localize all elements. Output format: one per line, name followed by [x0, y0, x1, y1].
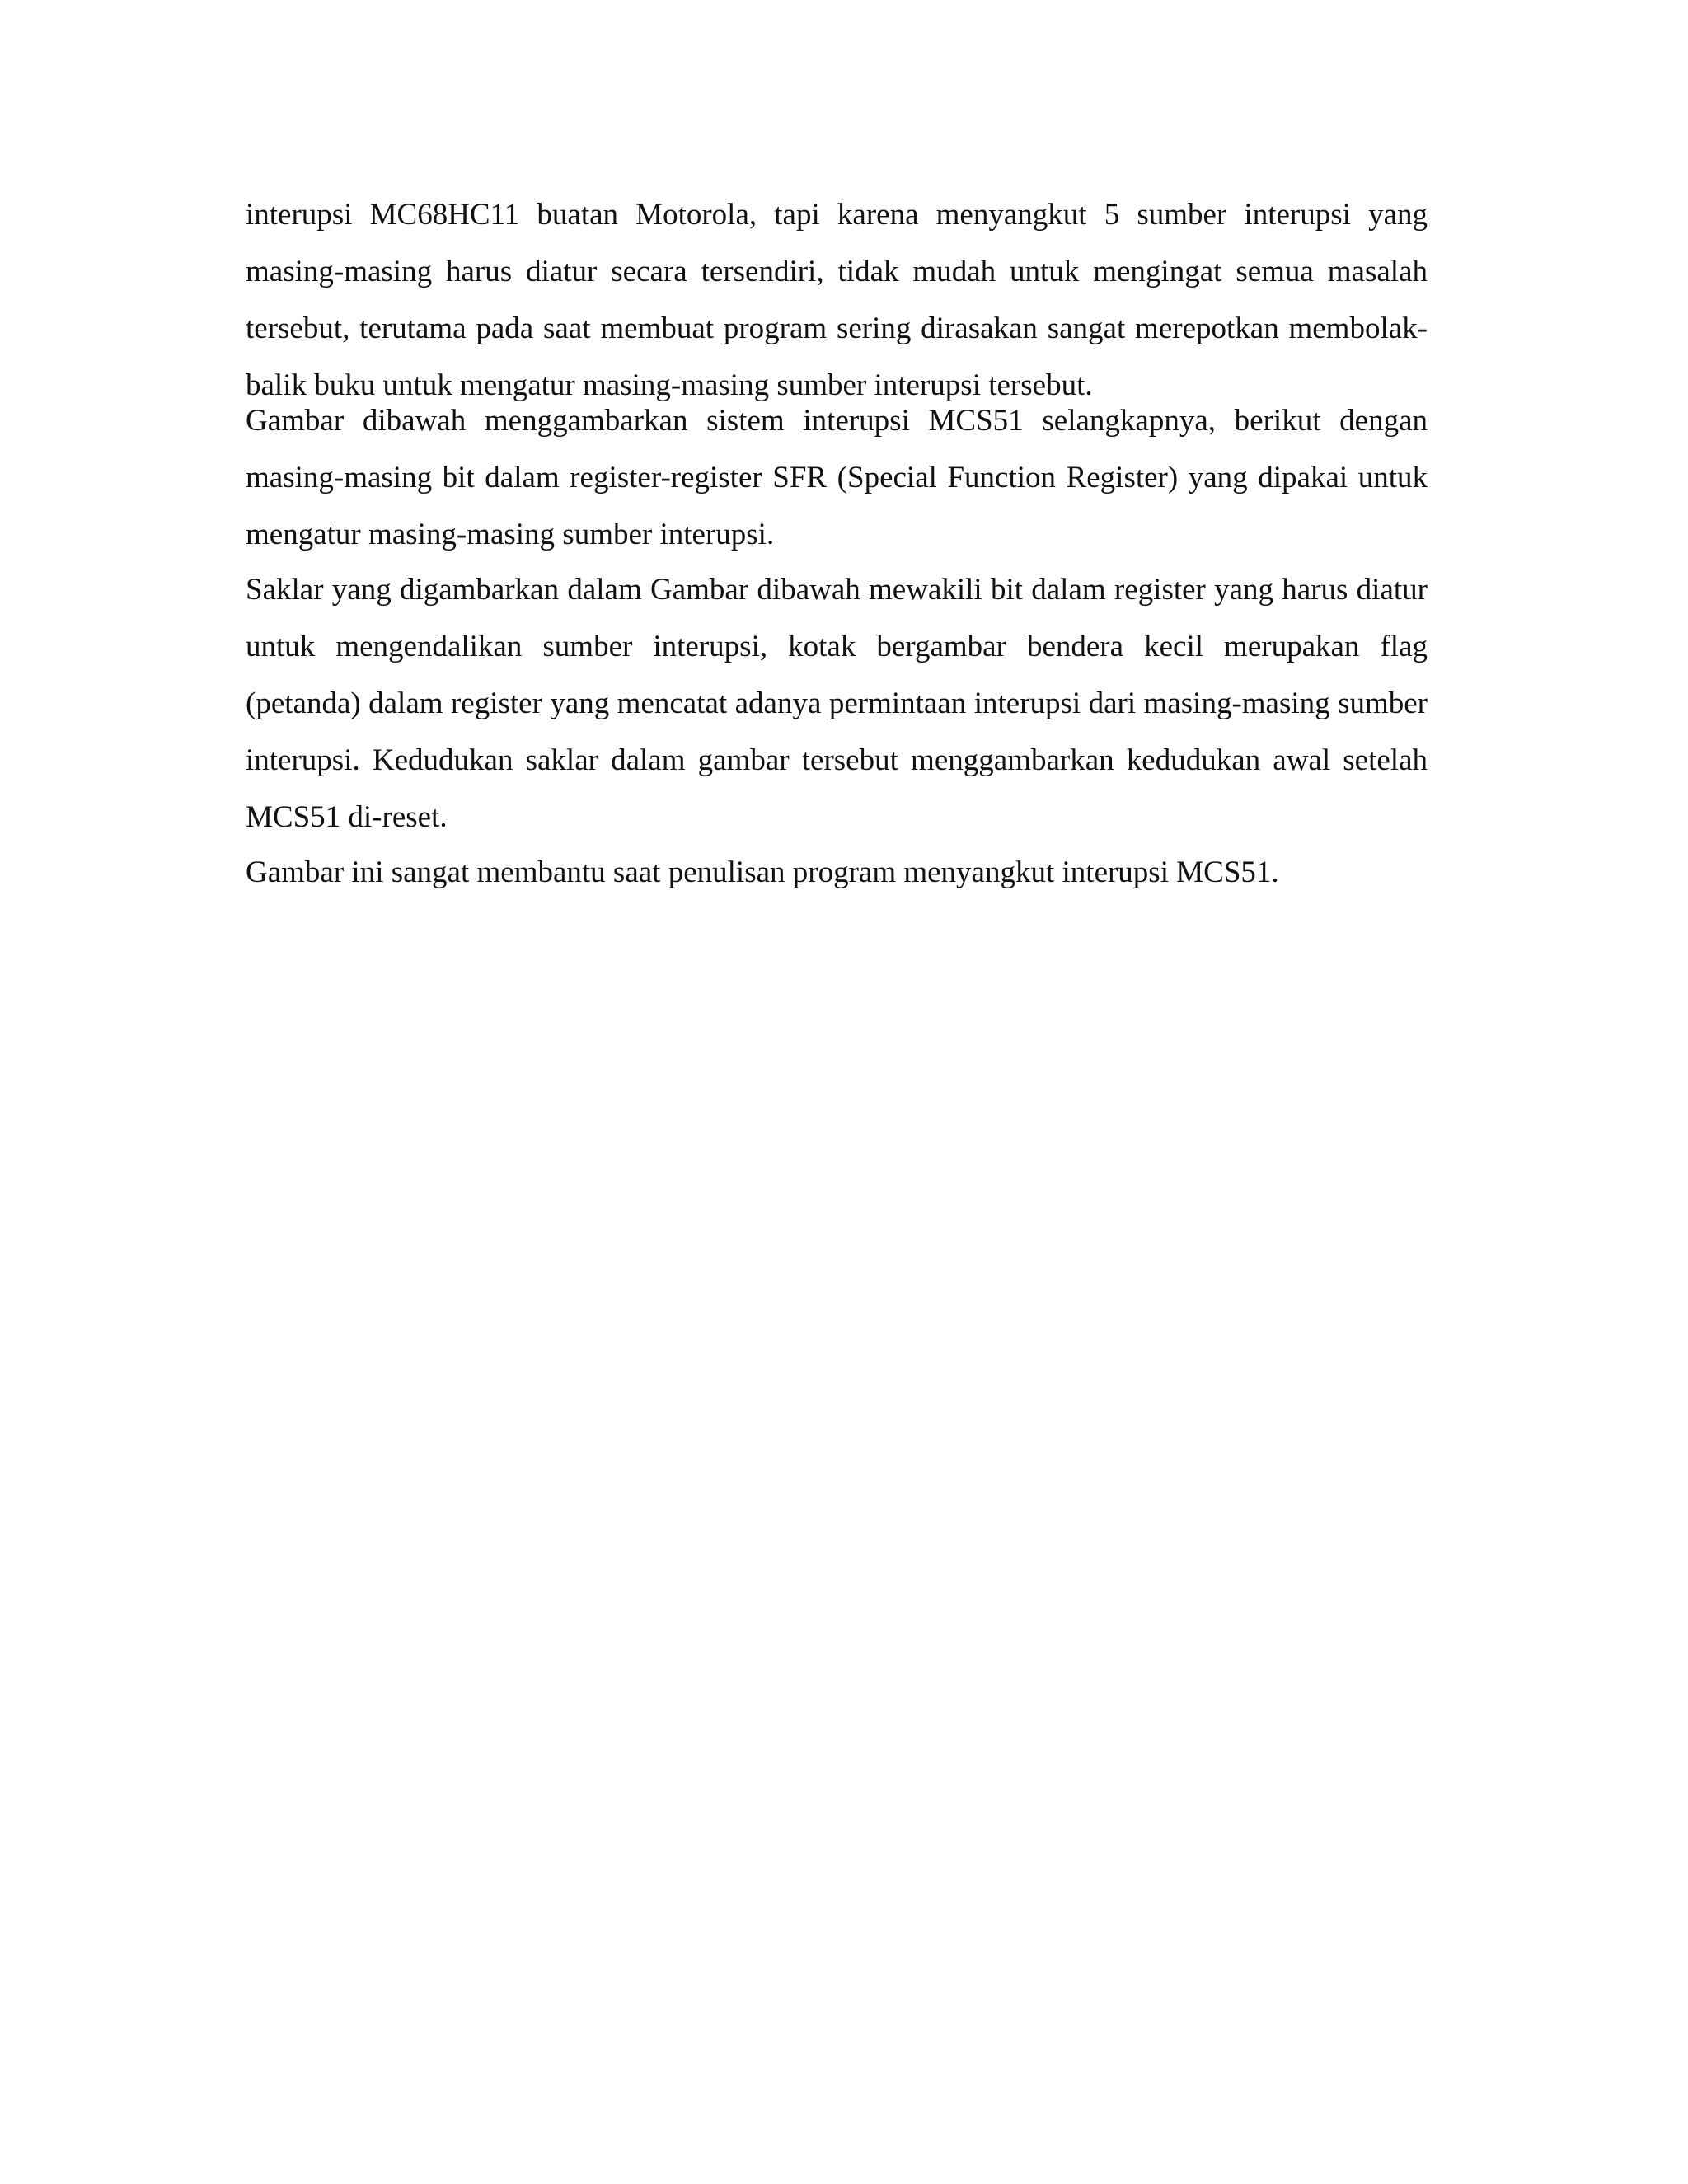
- body-text: [246, 186, 1428, 901]
- paragraph-1: interupsi MC68HC11 buatan Motorola, tapi karena menyangkut 5 sumber interupsi yang masing-masing harus diatur secara tersendiri, tidak mudah untuk mengingat semua masalah tersebut, terutama pada saat membuat program sering dirasakan sangat merepotkan membolak-balik buku untuk mengatur masing-masing sumber interupsi tersebut.: [246, 198, 1428, 402]
- paragraph-2: Gambar dibawah menggambarkan sistem interupsi MCS51 selangkapnya, berikut dengan masing-masing bit dalam register-register SFR (Special Function Register) yang dipakai untuk mengatur masing-masing sumber interupsi.: [246, 404, 1428, 551]
- paragraph-4: Gambar ini sangat membantu saat penulisan program menyangkut interupsi MCS51.: [246, 855, 1279, 889]
- paragraph-3: Saklar yang digambarkan dalam Gambar dibawah mewakili bit dalam register yang harus diatur untuk mengendalikan sumber interupsi, kotak bergambar bendera kecil merupakan flag (petanda) dalam register yang mencatat adanya permintaan interupsi dari masing-masing sumber interupsi. Kedudukan saklar dalam gambar tersebut menggambarkan kedudukan awal setelah MCS51 di-reset.: [246, 573, 1428, 834]
